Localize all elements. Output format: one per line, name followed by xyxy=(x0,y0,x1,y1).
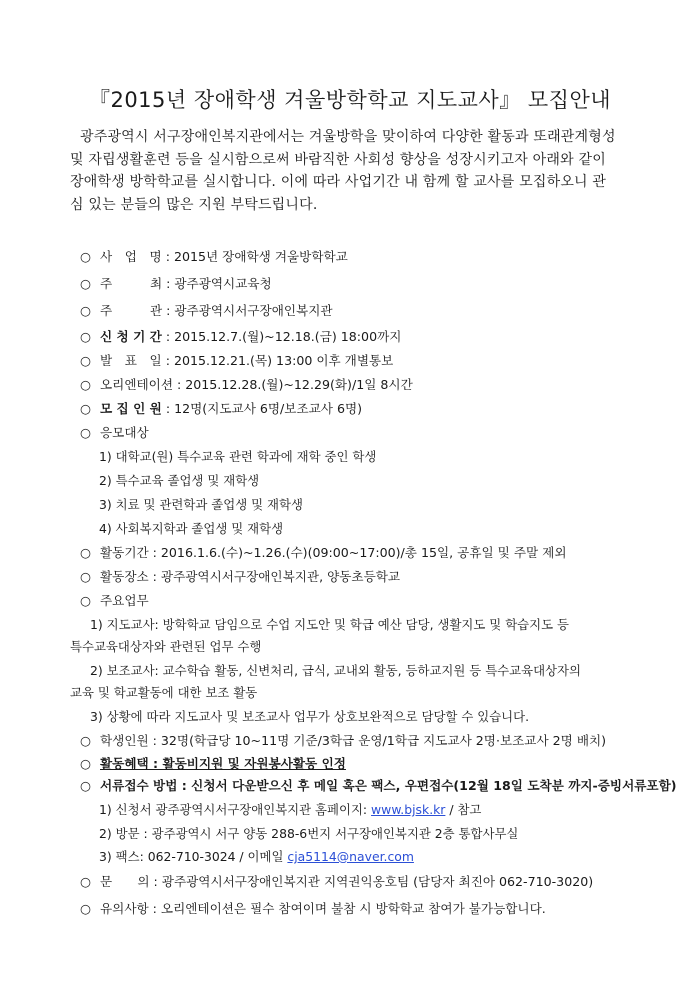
item-orientation xyxy=(80,377,413,393)
email-link[interactable]: cja5114@naver.com xyxy=(287,849,414,864)
duty-teacher: 1) 지도교사: 방학학교 담임으로 수업 지도안 및 학급 예산 담당, 생활지도 및 학습지도 등 xyxy=(90,617,569,632)
circle-bullet: ○ xyxy=(80,545,91,560)
item-eligibility xyxy=(80,425,149,441)
circle-bullet: ○ xyxy=(80,593,91,608)
intro-line: 심 있는 분들의 많은 지원 부탁드립니다. xyxy=(70,196,318,213)
item-value: : 2015년 장애학생 겨울방학학교 xyxy=(165,249,348,264)
eligibility-item: 3) 치료 및 관련학과 졸업생 및 재학생 xyxy=(99,497,303,512)
item-text: 활동기간 : 2016.1.6.(수)~1.26.(수)(09:00~17:00)/총 15일, 공휴일 및 주말 제외 xyxy=(100,545,567,560)
circle-bullet: ○ xyxy=(80,569,91,584)
item-value: : 2015.12.21.(목) 13:00 이후 개별통보 xyxy=(165,353,394,368)
item-label: 응모대상 xyxy=(100,425,149,440)
document-method-3 xyxy=(99,849,414,865)
item-host xyxy=(80,276,272,292)
item-notes xyxy=(80,901,546,917)
item-text: 활동혜택 : 활동비지원 및 자원봉사활동 인정 xyxy=(100,756,346,771)
item-value: : 광주광역시교육청 xyxy=(166,276,272,291)
homepage-link[interactable]: www.bjsk.kr xyxy=(371,802,446,817)
item-value: : 2015.12.28.(월)~12.29(화)/1일 8시간 xyxy=(177,377,413,392)
item-label: 모 집 인 원 xyxy=(100,401,162,416)
item-contact xyxy=(80,874,593,890)
circle-bullet: ○ xyxy=(80,249,91,264)
item-label: 신 청 기 간 xyxy=(100,329,162,344)
intro-line: 장애학생 방학학교를 실시합니다. 이에 따라 사업기간 내 함께 할 교사를 모집하오니 관 xyxy=(70,174,607,190)
duty-assistant: 2) 보조교사: 교수학습 활동, 신변처리, 급식, 교내외 활동, 등하교지원 등 특수교육대상자의 xyxy=(90,663,581,678)
item-label: 주 최 xyxy=(100,276,163,291)
duty-teacher-cont: 특수교육대상자와 관련된 업무 수행 xyxy=(70,639,262,654)
duty-assistant-cont: 교육 및 학교활동에 대한 보조 활동 xyxy=(70,685,258,700)
circle-bullet: ○ xyxy=(80,303,91,318)
item-value: : 12명(지도교사 6명/보조교사 6명) xyxy=(165,401,363,416)
item-text: 학생인원 : 32명(학급당 10~11명 기준/3학급 운영/1학급 지도교사 2명·보조교사 2명 배치) xyxy=(100,733,607,748)
method-text: 3) 팩스: 062-710-3024 / 이메일 xyxy=(99,849,288,864)
item-announcement xyxy=(80,353,393,369)
circle-bullet: ○ xyxy=(80,778,91,793)
circle-bullet: ○ xyxy=(80,901,91,916)
item-project xyxy=(80,249,348,265)
document-method-2: 2) 방문 : 광주광역시 서구 양동 288-6번지 서구장애인복지관 2층 통합사무실 xyxy=(99,826,519,841)
circle-bullet: ○ xyxy=(80,756,91,771)
item-text: 서류접수 방법 : 신청서 다운받으신 후 메일 혹은 팩스, 우편접수(12월 18일 도착분 까지-증빙서류포함) xyxy=(100,778,677,793)
item-label: 문 의 xyxy=(100,874,150,889)
item-organizer xyxy=(80,303,333,319)
item-text: 유의사항 : 오리엔테이션은 필수 참여이며 불참 시 방학학교 참여가 불가능합니다. xyxy=(100,901,546,916)
circle-bullet: ○ xyxy=(80,276,91,291)
method-text: / 참고 xyxy=(445,802,482,817)
eligibility-item: 2) 특수교육 졸업생 및 재학생 xyxy=(99,473,260,488)
duty-note: 3) 상황에 따라 지도교사 및 보조교사 업무가 상호보완적으로 담당할 수 있습니다. xyxy=(90,709,530,724)
circle-bullet: ○ xyxy=(80,425,91,440)
item-recruit-count xyxy=(80,401,362,417)
item-apply-period xyxy=(80,329,401,345)
circle-bullet: ○ xyxy=(80,874,91,889)
document-method-1 xyxy=(99,802,481,818)
item-text: 활동장소 : 광주광역시서구장애인복지관, 양동초등학교 xyxy=(100,569,401,584)
item-label: 사 업 명 xyxy=(100,249,162,264)
item-activity-period xyxy=(80,545,567,561)
eligibility-item: 4) 사회복지학과 졸업생 및 재학생 xyxy=(99,521,284,536)
item-value: : 2015.12.7.(월)~12.18.(금) 18:00까지 xyxy=(165,329,402,344)
item-duties xyxy=(80,593,149,609)
item-value: : 광주광역시서구장애인복지관 지역권익옹호팀 (담당자 최진아 062-710-3020) xyxy=(153,874,594,889)
item-label: 오리엔테이션 xyxy=(100,377,173,392)
item-activity-place xyxy=(80,569,400,585)
item-documents xyxy=(80,778,677,794)
circle-bullet: ○ xyxy=(80,733,91,748)
item-label: 주 관 xyxy=(100,303,163,318)
eligibility-item: 1) 대학교(원) 특수교육 관련 학과에 재학 중인 학생 xyxy=(99,449,377,464)
intro-line: 및 자립생활훈련 등을 실시함으로써 바람직한 사회성 향상을 성장시키고자 아래와 같이 xyxy=(70,151,606,168)
intro-paragraph xyxy=(70,126,660,216)
intro-line: 광주광역시 서구장애인복지관에서는 겨울방학을 맞이하여 다양한 활동과 또래관계형성 xyxy=(80,129,616,145)
item-students xyxy=(80,733,606,749)
circle-bullet: ○ xyxy=(80,377,91,392)
page-title: 『2015년 장애학생 겨울방학학교 지도교사』 모집안내 xyxy=(88,88,612,112)
item-label: 주요업무 xyxy=(100,593,149,608)
circle-bullet: ○ xyxy=(80,401,91,416)
item-label: 발 표 일 xyxy=(100,353,162,368)
method-text: 1) 신청서 광주광역시서구장애인복지관 홈페이지: xyxy=(99,802,372,817)
circle-bullet: ○ xyxy=(80,353,91,368)
circle-bullet: ○ xyxy=(80,329,91,344)
item-benefits xyxy=(80,756,346,772)
item-value: : 광주광역시서구장애인복지관 xyxy=(166,303,333,318)
